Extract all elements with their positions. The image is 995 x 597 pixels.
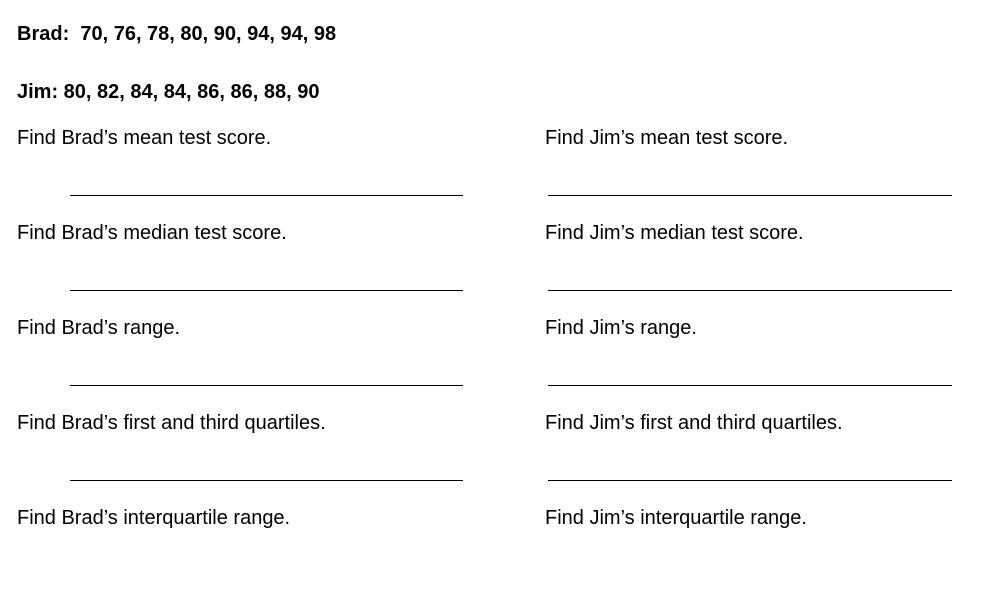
jim-scores: Jim: 80, 82, 84, 84, 86, 86, 88, 90 — [17, 81, 320, 103]
jim-quartiles-answer-line[interactable] — [548, 480, 952, 481]
jim-iqr-question: Find Jim’s interquartile range. — [545, 507, 807, 529]
jim-median-question: Find Jim’s median test score. — [545, 222, 804, 244]
brad-median-answer-line[interactable] — [70, 290, 463, 291]
brad-range-question: Find Brad’s range. — [17, 317, 181, 339]
brad-quartiles-question: Find Brad’s first and third quartiles. — [17, 412, 326, 434]
brad-median-question: Find Brad’s median test score. — [17, 222, 287, 244]
jim-median-answer-line[interactable] — [548, 290, 952, 291]
jim-range-question: Find Jim’s range. — [545, 317, 697, 339]
brad-mean-question: Find Brad’s mean test score. — [17, 127, 272, 149]
jim-quartiles-question: Find Jim’s first and third quartiles. — [545, 412, 843, 434]
brad-quartiles-answer-line[interactable] — [70, 480, 463, 481]
brad-range-answer-line[interactable] — [70, 385, 463, 386]
brad-scores: Brad: 70, 76, 78, 80, 90, 94, 94, 98 — [17, 23, 337, 45]
jim-range-answer-line[interactable] — [548, 385, 952, 386]
jim-mean-answer-line[interactable] — [548, 195, 952, 196]
brad-mean-answer-line[interactable] — [70, 195, 463, 196]
brad-iqr-question: Find Brad’s interquartile range. — [17, 507, 291, 529]
jim-mean-question: Find Jim’s mean test score. — [545, 127, 789, 149]
